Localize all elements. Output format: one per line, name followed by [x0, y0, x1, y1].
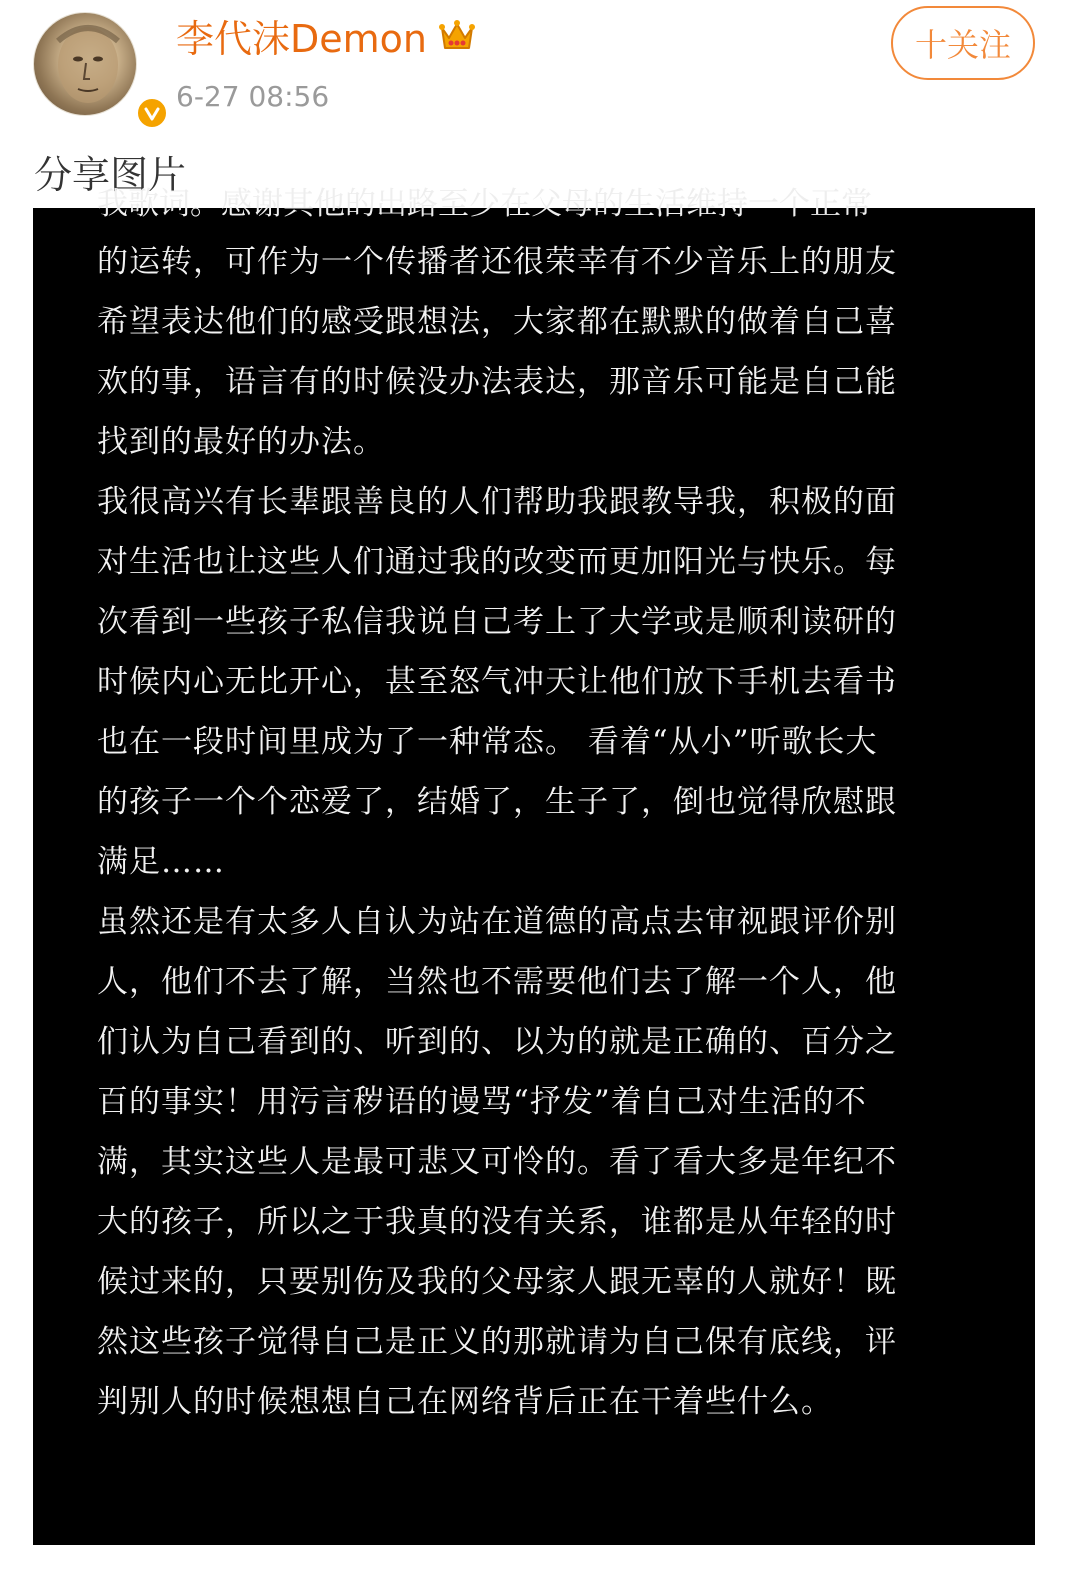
image-text-line: 的运转，可作为一个传播者还很荣幸有不少音乐上的朋友 [97, 244, 897, 280]
image-text-line: 大的孩子，所以之于我真的没有关系，谁都是从年轻的时 [97, 1204, 897, 1240]
image-text-line: 百的事实！用污言秽语的谩骂“抒发”着自己对生活的不 [97, 1084, 867, 1120]
image-text-line: 次看到一些孩子私信我说自己考上了大学或是顺利读研的 [97, 604, 897, 640]
image-text-line: 虽然还是有太多人自认为站在道德的高点去审视跟评价别 [97, 904, 897, 940]
image-text-line: 的孩子一个个恋爱了，结婚了，生子了，倒也觉得欣慰跟 [97, 784, 897, 820]
follow-button-label: 十关注 [914, 26, 1011, 64]
image-text-line: 判别人的时候想想自己在网络背后正在干着些什么。 [97, 1384, 833, 1420]
image-text-line: 欢的事，语言有的时候没办法表达，那音乐可能是自己能 [97, 364, 897, 400]
image-text-line: 人，他们不去了解，当然也不需要他们去了解一个人，他 [97, 964, 897, 1000]
image-text-line: 也在一段时间里成为了一种常态。 看着“从小”听歌长大 [97, 724, 878, 760]
image-text-line: 满，其实这些人是最可悲又可怜的。看了看大多是年纪不 [97, 1144, 897, 1180]
image-text-line: 对生活也让这些人们通过我的改变而更加阳光与快乐。每 [97, 544, 897, 580]
avatar[interactable] [33, 12, 137, 116]
image-text-line: 满足…… [97, 844, 225, 880]
image-text-line: 我很高兴有长辈跟善良的人们帮助我跟教导我，积极的面 [97, 484, 897, 520]
follow-button[interactable] [891, 6, 1035, 80]
image-text-line: 找到的最好的办法。 [97, 424, 385, 460]
image-text-line: 时候内心无比开心，甚至怒气冲天让他们放下手机去看书 [97, 664, 897, 700]
username[interactable]: 李代沫Demon [176, 17, 427, 61]
image-text-line: 然这些孩子觉得自己是正义的那就请为自己保有底线，评 [97, 1324, 897, 1360]
image-text-cutoff-line: 我歌词。感谢其他的出路至少在父母的生活维持一个正常 [97, 186, 872, 222]
crown-icon [437, 16, 477, 56]
post-header [0, 0, 1080, 140]
post-text: 分享图片 [34, 153, 187, 197]
post-timestamp: 6-27 08:56 [176, 80, 330, 113]
image-text-line: 希望表达他们的感受跟想法，大家都在默默的做着自己喜 [97, 304, 897, 340]
post-image[interactable] [33, 186, 1035, 1545]
avatar-image [33, 12, 137, 116]
image-text-body [97, 232, 977, 1432]
image-text-line: 们认为自己看到的、听到的、以为的就是正确的、百分之 [97, 1024, 897, 1060]
verified-badge-icon [135, 96, 169, 130]
image-text-line: 候过来的，只要别伤及我的父母家人跟无辜的人就好！既 [97, 1264, 897, 1300]
